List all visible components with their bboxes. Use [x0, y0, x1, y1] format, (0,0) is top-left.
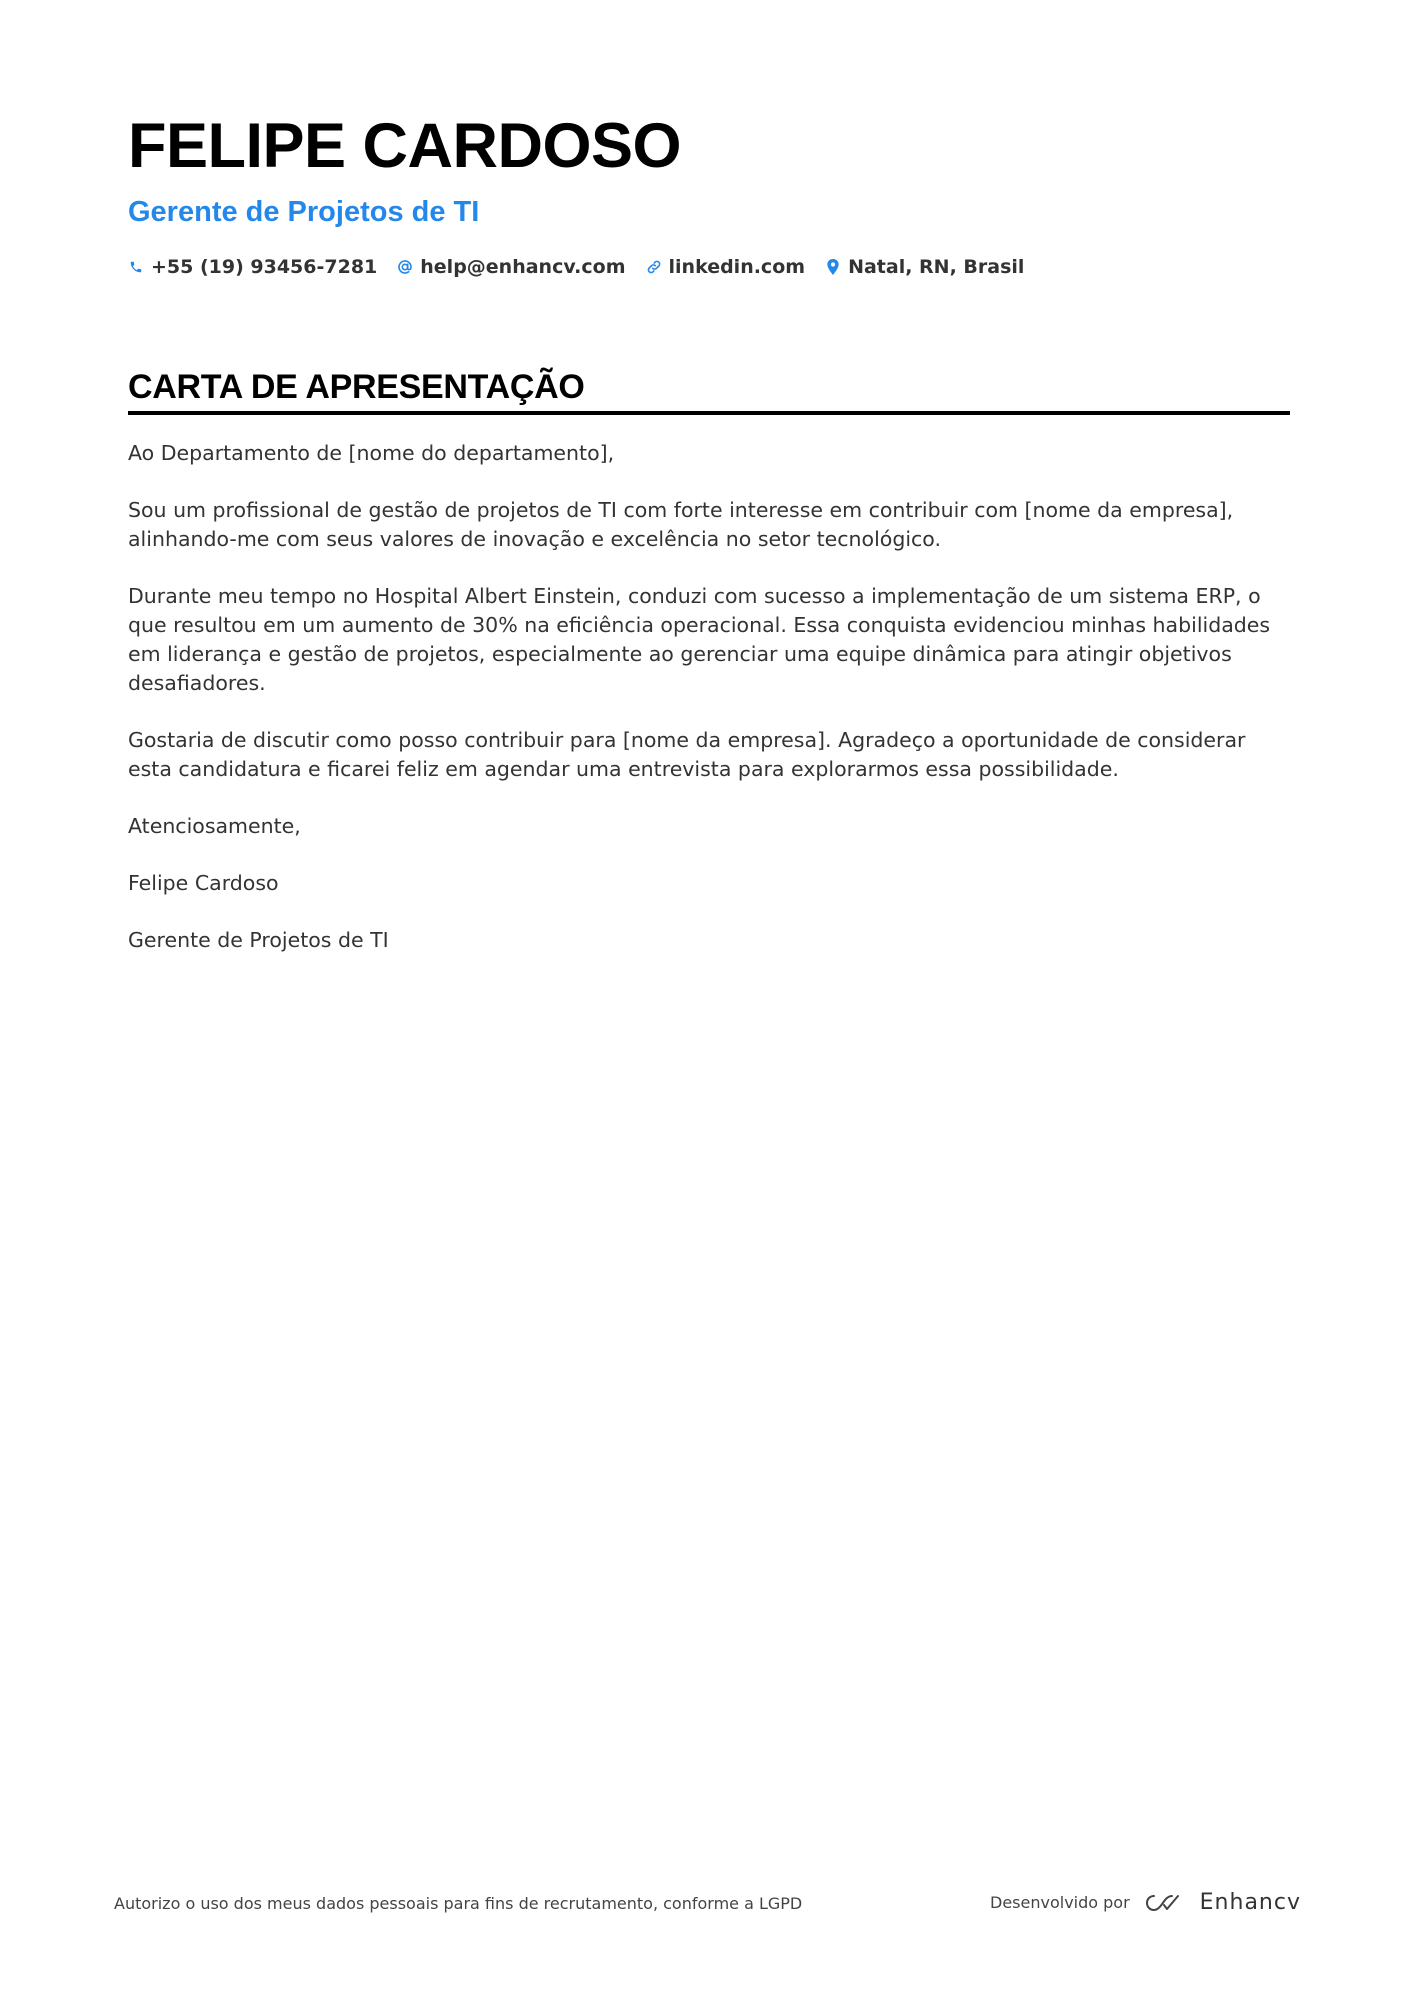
- footer-brand-name: Enhancv: [1199, 1890, 1301, 1915]
- letter-paragraph: Sou um profissional de gestão de projetos de TI com forte interesse em contribuir com [nome da empresa], alinhando-me com seus valores de inovação e excelência no setor tecnológico.: [128, 498, 1234, 551]
- candidate-name: FELIPE CARDOSO: [128, 111, 682, 181]
- location-pin-icon: [825, 259, 841, 275]
- contact-phone[interactable]: [128, 256, 377, 278]
- letter-paragraph: Durante meu tempo no Hospital Albert Einstein, conduzi com sucesso a implementação de um sistema ERP, o que resultou em um aumento de 30% na eficiência operacional. Essa conquista evidenciou minhas habilidades em liderança e gestão de projetos, especialmente ao gerenciar uma equipe dinâmica para atingir objetivos desafiadores.: [128, 584, 1271, 695]
- link-icon: [646, 259, 662, 275]
- header: [128, 108, 1288, 282]
- cover-letter-section: [128, 365, 1290, 983]
- footer-branding[interactable]: [990, 1890, 1301, 1915]
- contact-email-text: help@enhancv.com: [420, 256, 626, 278]
- contact-location-text: Natal, RN, Brasil: [848, 256, 1025, 278]
- letter-signature-title: Gerente de Projetos de TI: [128, 928, 389, 952]
- at-icon: [397, 259, 413, 275]
- contact-location: [825, 256, 1024, 278]
- letter-closing: Atenciosamente,: [128, 814, 301, 838]
- contact-phone-text: +55 (19) 93456-7281: [151, 256, 378, 278]
- letter-paragraph: Gostaria de discutir como posso contribuir para [nome da empresa]. Agradeço a oportunidade de considerar esta candidatura e ficarei feliz em agendar uma entrevista para explorarmos essa possibilidade.: [128, 728, 1246, 781]
- letter-salutation: Ao Departamento de [nome do departamento],: [128, 441, 615, 465]
- letter-signature-name: Felipe Cardoso: [128, 871, 279, 895]
- letter-body: [128, 439, 1290, 955]
- section-divider: [128, 411, 1290, 415]
- phone-icon: [128, 259, 144, 275]
- candidate-title: Gerente de Projetos de TI: [128, 196, 480, 228]
- contact-linkedin-text: linkedin.com: [668, 256, 806, 278]
- contact-linkedin[interactable]: [646, 256, 806, 278]
- footer-built-by: Desenvolvido por: [990, 1893, 1130, 1912]
- contact-email[interactable]: [397, 256, 625, 278]
- section-title: CARTA DE APRESENTAÇÃO: [128, 368, 585, 406]
- footer-consent: Autorizo o uso dos meus dados pessoais para fins de recrutamento, conforme a LGPD: [114, 1894, 803, 1913]
- enhancv-logo-icon: [1142, 1891, 1188, 1915]
- contact-bar: [128, 252, 1288, 282]
